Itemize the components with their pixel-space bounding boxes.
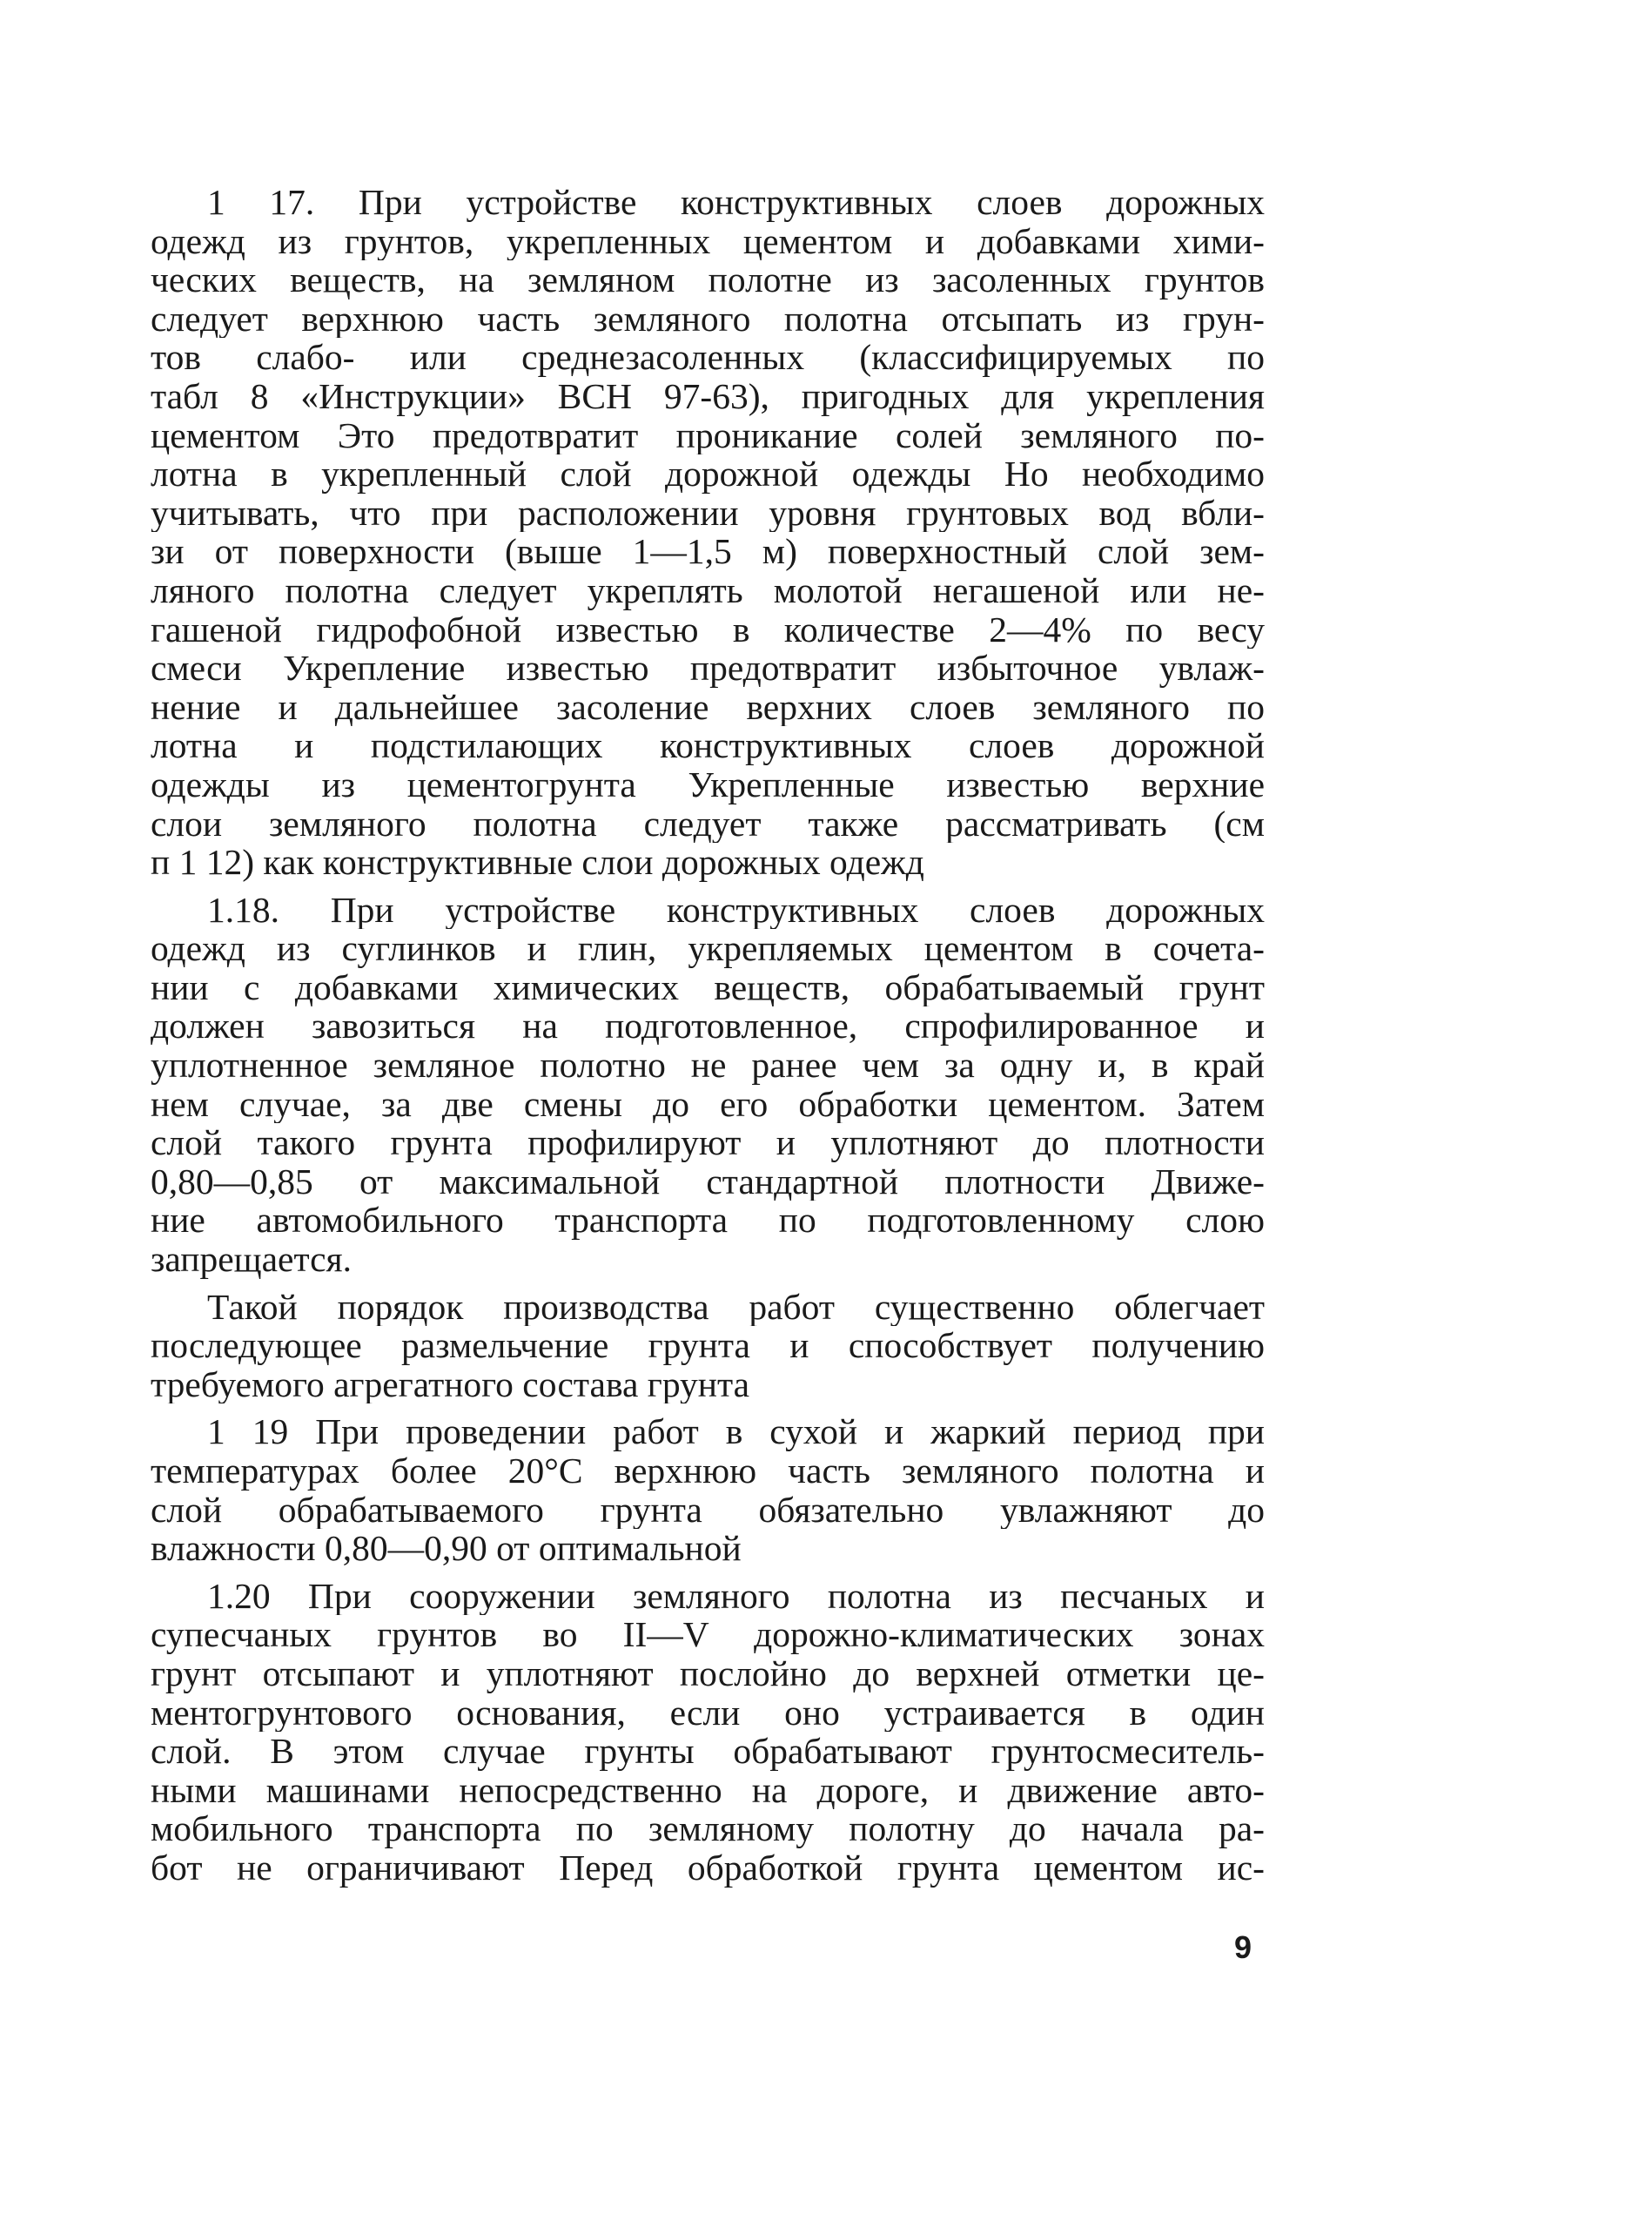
text-line: запрещается.: [151, 1240, 352, 1279]
text-line: супесчаных грунтов во II—V дорожно-климатических зонах: [151, 1615, 1265, 1654]
text-line: следует верхнюю часть земляного полотна отсыпать из грун-: [151, 299, 1265, 339]
text-line: 1.20 При сооружении земляного полотна из песчаных и: [207, 1576, 1265, 1616]
text-line: нение и дальнейшее засоление верхних слоев земляного по: [151, 687, 1265, 727]
text-line: лотна в укрепленный слой дорожной одежды Но необходимо: [151, 454, 1265, 494]
text-line: ляного полотна следует укреплять молотой негашеной или не-: [151, 570, 1265, 610]
text-line: тов слабо- или среднезасоленных (классифицируемых по: [151, 338, 1265, 377]
page-number: 9: [1234, 1929, 1252, 1965]
text-line: учитывать, что при расположении уровня грунтовых вод вбли-: [151, 493, 1265, 533]
text-line: слой обрабатываемого грунта обязательно увлажняют до: [151, 1490, 1265, 1530]
paragraph-1-17: [151, 183, 1265, 882]
text-line: нии с добавками химических веществ, обрабатываемый грунт: [151, 967, 1265, 1007]
paragraph-1-20: [151, 1577, 1265, 1888]
text-line: должен завозиться на подготовленное, спрофилированное и: [151, 1006, 1265, 1047]
text-line: бот не ограничивают Перед обработкой грунта цементом ис-: [151, 1847, 1265, 1888]
text-line: температурах более 20°С верхнюю часть земляного полотна и: [151, 1451, 1265, 1491]
text-line: гашеной гидрофобной известью в количестве 2—4% по весу: [151, 609, 1265, 649]
text-line: смеси Укрепление известью предотвратит избыточное увлаж-: [151, 649, 1265, 688]
text-line: уплотненное земляное полотно не ранее чем за одну и, в край: [151, 1046, 1265, 1085]
text-line: слой такого грунта профилируют и уплотняют до плотности: [151, 1123, 1265, 1162]
text-line: лотна и подстилающих конструктивных слоев дорожной: [151, 726, 1265, 765]
paragraph-order-note: [151, 1288, 1265, 1404]
text-line: ческих веществ, на земляном полотне из засоленных грунтов: [151, 260, 1265, 299]
text-line: табл 8 «Инструкции» ВСН 97-63), пригодных для укрепления: [151, 376, 1265, 416]
body-text: [151, 183, 1265, 1888]
text-line: цементом Это предотвратит проникание солей земляного по-: [151, 415, 1265, 455]
text-line: мобильного транспорта по земляному полотну до начала ра-: [151, 1809, 1265, 1848]
text-line: одежд из суглинков и глин, укрепляемых цементом в сочета-: [151, 929, 1265, 968]
text-line: 1 17. При устройстве конструктивных слоев дорожных: [207, 183, 1265, 222]
text-line: ментогрунтового основания, если оно устраивается в один: [151, 1693, 1265, 1733]
text-line: ние автомобильного транспорта по подготовленному слою: [151, 1201, 1265, 1241]
text-line: слои земляного полотна следует также рассматривать (см: [151, 804, 1265, 844]
text-line: слой. В этом случае грунты обрабатывают грунтосмеситель-: [151, 1732, 1265, 1771]
text-line: ными машинами непосредственно на дороге, и движение авто-: [151, 1770, 1265, 1810]
text-line: 1 19 При проведении работ в сухой и жаркий период при: [207, 1412, 1265, 1451]
text-line: влажности 0,80—0,90 от оптимальной: [151, 1529, 742, 1568]
text-line: нем случае, за две смены до его обработки цементом. Затем: [151, 1084, 1265, 1124]
paragraph-1-19: [151, 1412, 1265, 1567]
text-line: последующее размельчение грунта и способствует получению: [151, 1326, 1265, 1365]
text-line: зи от поверхности (выше 1—1,5 м) поверхностный слой зем-: [151, 532, 1265, 571]
text-line: 0,80—0,85 от максимальной стандартной плотности Движе-: [151, 1161, 1265, 1201]
paragraph-1-18: [151, 891, 1265, 1279]
text-line: грунт отсыпают и уплотняют послойно до верхней отметки це-: [151, 1653, 1265, 1693]
text-line: п 1 12) как конструктивные слои дорожных одежд: [151, 843, 924, 882]
text-line: одежды из цементогрунта Укрепленные известью верхние: [151, 764, 1265, 804]
text-line: требуемого агрегатного состава грунта: [151, 1364, 750, 1404]
text-line: 1.18. При устройстве конструктивных слоев дорожных: [207, 890, 1265, 930]
text-line: одежд из грунтов, укрепленных цементом и добавками хими-: [151, 221, 1265, 261]
text-line: Такой порядок производства работ существенно облегчает: [207, 1287, 1265, 1327]
